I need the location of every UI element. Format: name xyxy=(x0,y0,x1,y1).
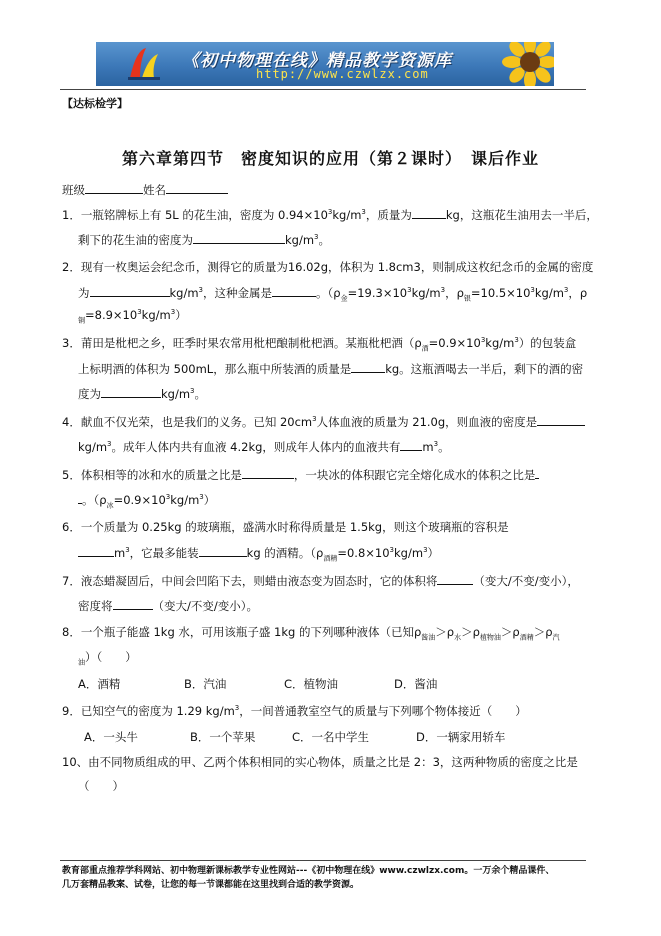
q3-text-5: 度为 xyxy=(78,387,101,401)
q3-blank-density[interactable] xyxy=(101,385,161,398)
logo-icon xyxy=(124,44,164,84)
q4-end: 。 xyxy=(438,440,450,454)
q9-text: 9．已知空气的密度为 1.29 kg/m xyxy=(62,704,235,718)
q2-sup-3: 3 xyxy=(440,286,446,295)
q1-unit-2: kg/m xyxy=(285,233,315,247)
q4-text: 4．献血不仅光荣，也是我们的义务。已知 20cm xyxy=(62,415,313,429)
class-name-line xyxy=(62,181,228,198)
q3-text: 3．莆田是枇杷之乡，旺季时果农常用枇杷酿制枇杷酒。某瓶枇杷酒（ρ xyxy=(62,336,422,350)
q2-rho-copper: ，ρ xyxy=(568,286,588,300)
q6-text-3: kg 的酒精。（ρ xyxy=(246,546,324,560)
q2-sup-5: 3 xyxy=(563,286,569,295)
page-title: 第六章第四节 密度知识的应用（第２课时） 课后作业 xyxy=(121,149,539,168)
q5-blank-volume-ratio[interactable] xyxy=(535,466,539,479)
q1-sup-2: 3 xyxy=(361,208,366,217)
q2-silver-val: =10.5×10 xyxy=(470,286,531,300)
q8-gt-3: ＞ρ xyxy=(500,625,520,639)
q9-option-b[interactable]: B．一个苹果 xyxy=(190,730,256,744)
q4-sup-2: 3 xyxy=(107,440,112,449)
q4-sup: 3 xyxy=(312,415,317,424)
question-5 xyxy=(62,466,539,483)
q6-val: =0.8×10 xyxy=(337,546,390,560)
q4-text-3: 。成年人体内共有血液 4.2kg，则成年人体内的血液共有 xyxy=(111,440,401,454)
question-3-cont xyxy=(78,360,583,377)
q6-sup-3: 3 xyxy=(423,546,428,555)
q2-sup-2: 3 xyxy=(407,286,412,295)
q2-gold-val: =19.3×10 xyxy=(347,286,408,300)
q2-copper-val: =8.9×10 xyxy=(85,308,138,322)
q8-gt-1: ＞ρ xyxy=(435,625,455,639)
q3-sup-3: 3 xyxy=(190,387,195,396)
q1-sup-3: 3 xyxy=(314,233,319,242)
question-2-cont-2 xyxy=(78,307,187,323)
question-7-cont xyxy=(78,597,258,614)
q2-unit-4: kg/m xyxy=(141,308,171,322)
q3-sub-wine: 酒 xyxy=(421,344,429,353)
question-10 xyxy=(62,754,578,770)
q2-sub-silver: 银 xyxy=(463,294,471,303)
q5-blank-mass-ratio[interactable] xyxy=(242,466,294,479)
q2-rho-silver: ，ρ xyxy=(445,286,464,300)
section-tag: 【达标检学】 xyxy=(62,97,128,110)
question-1 xyxy=(62,206,598,223)
footer-divider xyxy=(60,860,586,861)
q4-blank-density[interactable] xyxy=(537,413,585,426)
question-8-cont xyxy=(78,649,137,665)
q2-blank-metal[interactable] xyxy=(272,284,316,297)
q2-sup: 3 xyxy=(198,286,204,295)
q3-sup-2: 3 xyxy=(514,336,519,345)
q2-text: 2．现有一枚奥运会纪念币，测得它的质量为16.02g，体积为 1.8cm3，则制成这枚纪念币的金属的密度 xyxy=(62,260,594,274)
footer-line-1: 教育部重点推荐学科网站、初中物理新课标教学专业性网站---《初中物理在线》www.czwlzx.com。一万余个精品课件、 xyxy=(62,866,555,876)
q1-text-4: 剩下的花生油的密度为 xyxy=(78,233,193,247)
q3-unit-2: kg/m xyxy=(161,387,191,401)
q2-unit-3: kg/m xyxy=(534,286,564,300)
question-4-cont xyxy=(78,438,450,455)
q3-sup: 3 xyxy=(480,336,486,345)
footer xyxy=(62,864,554,892)
class-label: 班级 xyxy=(62,183,85,197)
q6-blank-volume[interactable] xyxy=(78,544,114,557)
q2-rho-gold: 。（ρ xyxy=(316,286,341,300)
q6-text-2: ，它最多能装 xyxy=(129,546,199,560)
q2-unit: kg/m xyxy=(169,286,199,300)
q10-answer-bracket[interactable]: （ ） xyxy=(78,779,124,793)
q8-sub-water: 水 xyxy=(454,633,462,642)
q3-text-2: ）的包装盒 xyxy=(518,336,577,350)
q1-blank-mass[interactable] xyxy=(412,206,446,219)
question-1-cont xyxy=(78,231,330,248)
question-8 xyxy=(62,624,560,640)
q4-text-2: 人体血液的质量为 21.0g，则血液的密度是 xyxy=(316,415,538,429)
q8-option-c[interactable]: C．植物油 xyxy=(284,677,339,691)
q3-unit: kg/m xyxy=(485,336,515,350)
q8-sub-gas: 汽 xyxy=(552,633,560,642)
q8-sub-veg-oil: 植物油 xyxy=(479,633,501,642)
q1-text-3: kg，这瓶花生油用去一半后， xyxy=(445,208,598,222)
q7-text: 7．液态蜡凝固后，中间会凹陷下去，则蜡由液态变为固态时，它的体积将 xyxy=(62,574,438,588)
q5-val: =0.9×10 xyxy=(113,493,166,507)
footer-line-2: 几万套精品教案、试卷，让您的每一节课都能在这里找到合适的教学资源。 xyxy=(62,880,360,890)
q5-unit: kg/m xyxy=(170,493,200,507)
q2-sup-4: 3 xyxy=(530,286,535,295)
question-3 xyxy=(62,335,576,351)
q6-unit: m xyxy=(114,546,126,560)
q8-option-a[interactable]: A．酒精 xyxy=(78,677,121,691)
q2-sup-6: 3 xyxy=(137,308,142,317)
q8-answer-bracket[interactable]: ）（ ） xyxy=(85,650,137,664)
q2-end: ） xyxy=(175,308,187,322)
q5-end: ） xyxy=(203,493,216,507)
question-2 xyxy=(62,259,593,275)
q3-text-3: 上标明酒的体积为 500mL，那么瓶中所装酒的质量是 xyxy=(78,362,352,376)
q2-sup-7: 3 xyxy=(170,308,176,317)
header-divider xyxy=(60,89,586,90)
q8-text: 8．一个瓶子能盛 1kg 水，可用该瓶子盛 1kg 的下列哪种液体（已知ρ xyxy=(62,625,422,639)
q9-sup: 3 xyxy=(234,704,240,713)
q2-blank-density[interactable] xyxy=(90,284,170,297)
q3-blank-mass[interactable] xyxy=(351,360,385,373)
question-4 xyxy=(62,413,585,430)
q7-blank-density[interactable] xyxy=(113,597,153,610)
question-10-cont xyxy=(78,778,124,794)
q6-end: ） xyxy=(427,546,440,560)
question-8-options xyxy=(78,676,437,692)
banner-url[interactable]: http://www.czwlzx.com xyxy=(256,67,429,81)
q8-option-d[interactable]: D．酱油 xyxy=(394,677,438,691)
banner-title: 《初中物理在线》精品教学资源库 xyxy=(182,51,452,71)
q1-text-2: ，质量为 xyxy=(365,208,412,222)
q1-text: 1．一瓶铭牌标上有 5L 的花生油，密度为 0.94×10 xyxy=(62,208,328,222)
q1-blank-density[interactable] xyxy=(193,231,285,244)
q8-gt-2: ＞ρ xyxy=(461,625,480,639)
q7-text-4: （变大/不变/变小）。 xyxy=(152,599,258,613)
q1-sup: 3 xyxy=(327,208,333,217)
q6-sup: 3 xyxy=(125,546,130,555)
question-2-cont xyxy=(78,284,587,301)
q3-text-4: kg。这瓶酒喝去一半后，剩下的酒的密 xyxy=(385,362,584,376)
q10-text: 10、由不同物质组成的甲、乙两个体积相同的实心物体，质量之比是 2：3，这两种物质的密度之比是 xyxy=(62,755,578,769)
q8-sub-alcohol: 酒精 xyxy=(519,633,534,642)
q8-sub-soy: 酱油 xyxy=(421,633,436,642)
q6-text: 6．一个质量为 0.25kg 的玻璃瓶，盛满水时称得质量是 1.5kg，则这个玻璃瓶的容积是 xyxy=(62,520,509,534)
sunflower-icon xyxy=(490,42,554,86)
question-6-cont xyxy=(78,544,439,561)
question-9 xyxy=(62,703,527,719)
q7-text-2: （变大/不变/变小）， xyxy=(473,574,579,588)
q5-sup: 3 xyxy=(165,493,171,502)
name-label: 姓名 xyxy=(143,183,166,197)
q2-unit-2: kg/m xyxy=(411,286,441,300)
q2-sub-gold: 金 xyxy=(340,294,348,303)
q6-sub-alcohol: 酒精 xyxy=(323,554,338,563)
question-3-cont-2 xyxy=(78,385,206,402)
question-9-options xyxy=(84,729,505,745)
q6-sup-2: 3 xyxy=(389,546,395,555)
q8-option-b[interactable]: B．汽油 xyxy=(184,677,227,691)
question-5-cont xyxy=(78,491,215,508)
q4-blank-volume[interactable] xyxy=(400,438,422,451)
question-7 xyxy=(62,572,579,589)
q5-sup-2: 3 xyxy=(199,493,204,502)
q3-end: 。 xyxy=(194,387,207,401)
q2-text-3: ，这种金属是 xyxy=(203,286,273,300)
q5-sub-ice: 冰 xyxy=(106,501,114,510)
q8-sub-gas-2: 油 xyxy=(78,658,85,667)
q9-text-2: ，一间普通教室空气的质量与下列哪个物体接近（ ） xyxy=(239,704,527,718)
q6-unit-2: kg/m xyxy=(394,546,424,560)
name-blank[interactable] xyxy=(166,181,228,194)
question-6 xyxy=(62,519,509,535)
q8-gt-4: ＞ρ xyxy=(533,625,553,639)
q7-text-3: 密度将 xyxy=(78,599,113,613)
q9-option-d[interactable]: D．一辆家用轿车 xyxy=(416,730,506,744)
q9-option-c[interactable]: C．一名中学生 xyxy=(292,730,370,744)
q7-blank-volume[interactable] xyxy=(437,572,473,585)
q4-unit-2: m xyxy=(422,440,434,454)
q5-text: 5．体积相等的冰和水的质量之比是 xyxy=(62,468,242,482)
q5-text-2: ，一块冰的体积跟它完全熔化成水的体积之比是 xyxy=(293,468,536,482)
q1-unit: kg/m xyxy=(332,208,362,222)
q5-rho-ice: 。（ρ xyxy=(82,493,107,507)
header-banner xyxy=(96,42,554,86)
q9-option-a[interactable]: A．一头牛 xyxy=(84,730,138,744)
class-blank[interactable] xyxy=(85,181,143,194)
q2-text-2: 为 xyxy=(78,286,90,300)
q4-sup-3: 3 xyxy=(433,440,439,449)
q2-sub-copper: 铜 xyxy=(78,316,85,325)
q4-unit: kg/m xyxy=(78,440,108,454)
q1-end: 。 xyxy=(318,233,331,247)
q3-val: =0.9×10 xyxy=(428,336,481,350)
q6-blank-mass[interactable] xyxy=(199,544,247,557)
